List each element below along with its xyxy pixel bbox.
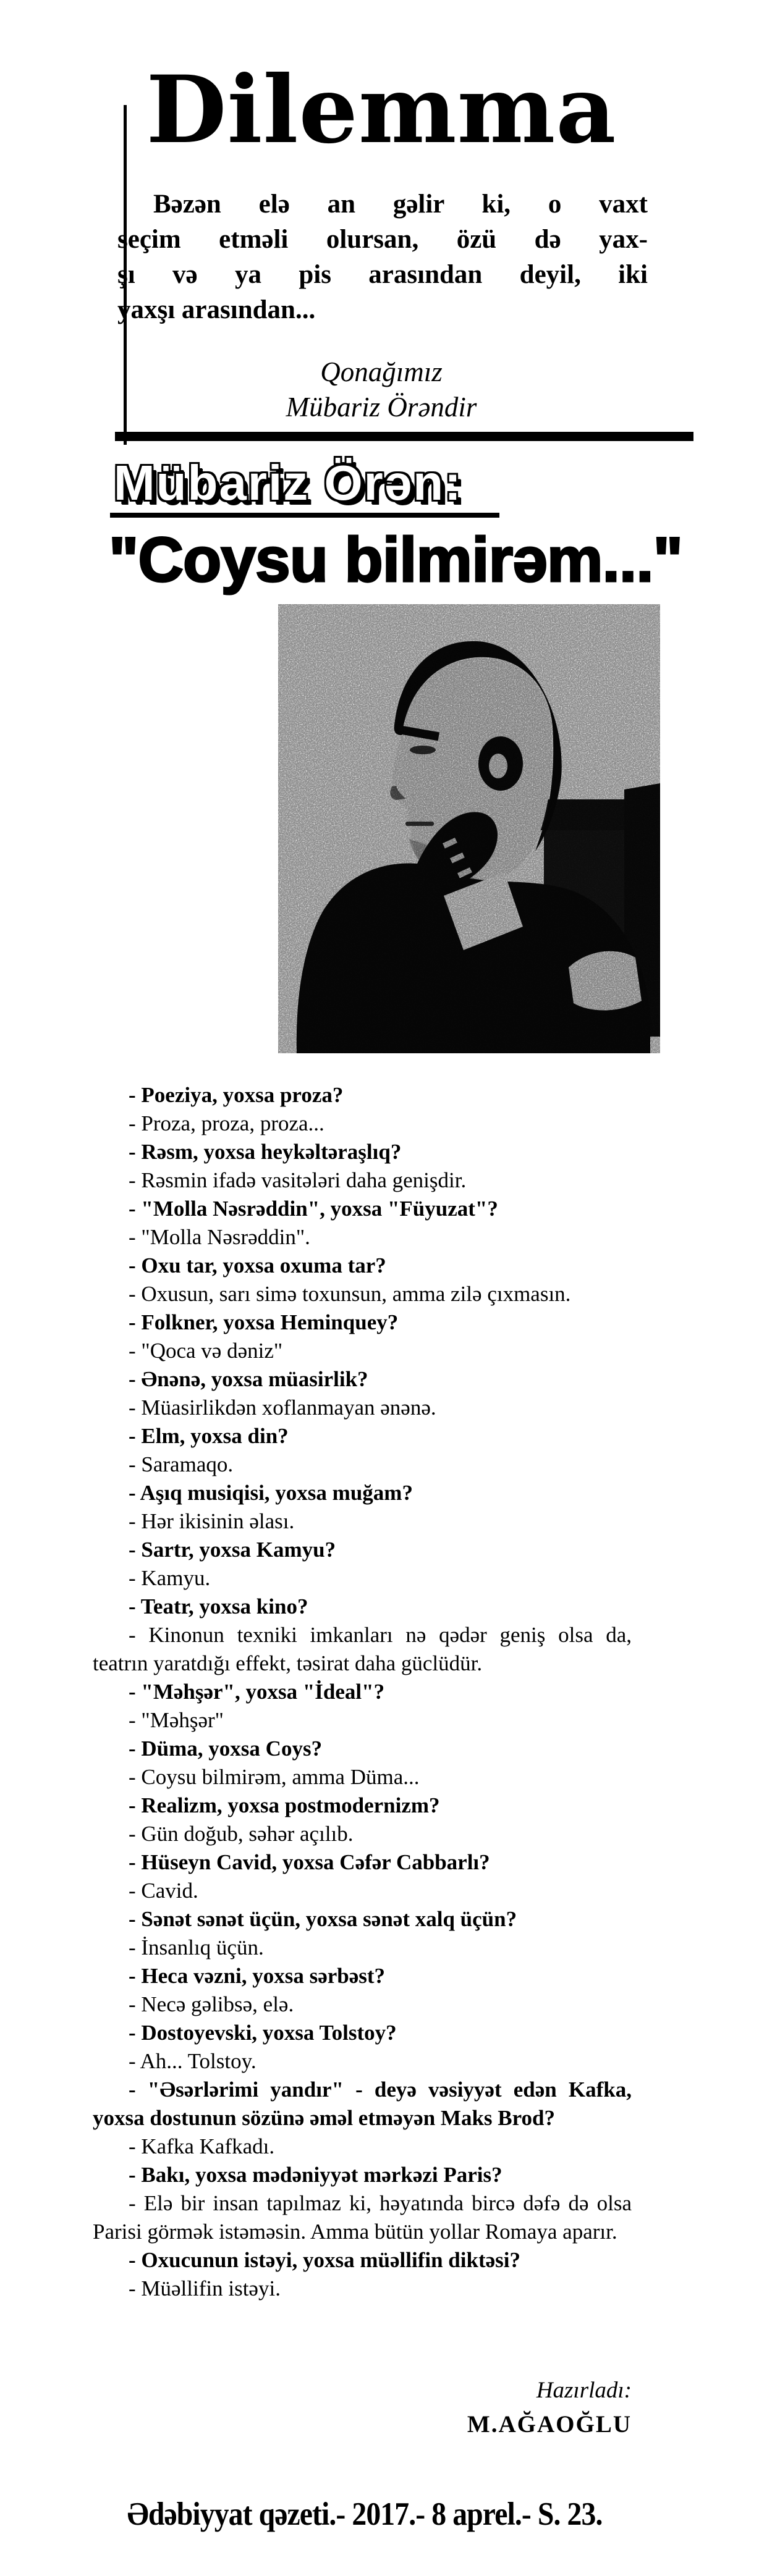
intro-line: şı və ya pis arasından deyil, iki <box>117 260 648 289</box>
answer-line: - Coysu bilmirəm, amma Düma... <box>129 1765 420 1789</box>
answer-line: - Oxusun, sarı simə toxunsun, amma zilə çıxmasın. <box>129 1282 571 1306</box>
answer-line: - "Məhşər" <box>129 1708 224 1732</box>
portrait-photo <box>278 604 660 1053</box>
interview-kicker: Mübariz Örən: <box>110 456 499 518</box>
answer-line: - Saramaqo. <box>129 1452 234 1476</box>
intro-line: yaxşı arasından... <box>117 295 316 324</box>
halftone-grain <box>278 604 660 1053</box>
answer-line: - Hər ikisinin əlası. <box>129 1509 295 1533</box>
question-line: - Oxucunun istəyi, yoxsa müəllifin diktəsi? <box>129 2248 520 2272</box>
question-line: - Elm, yoxsa din? <box>129 1424 289 1448</box>
answer-line: - Cavid. <box>129 1879 198 1903</box>
question-line: - Sartr, yoxsa Kamyu? <box>129 1538 336 1562</box>
answer-line: - Gün doğub, səhər açılıb. <box>129 1822 354 1846</box>
question-line: - "Molla Nəsrəddin", yoxsa "Füyuzat"? <box>129 1197 498 1221</box>
guest-name: Mübariz Örəndir <box>286 392 477 423</box>
answer-line: - "Qoca və dəniz" <box>129 1339 283 1363</box>
interview-headline: "Coysu bilmirəm..." <box>109 524 682 595</box>
answer-line: - Kinonun texniki imkanları nə qədər geniş olsa da, teatrın yaratdığı effekt, təsirat daha güclüdür. <box>93 1623 632 1675</box>
question-line: - Aşıq musiqisi, yoxsa muğam? <box>129 1481 413 1505</box>
answer-line: - Elə bir insan tapılmaz ki, həyatında bircə dəfə də olsa Parisi görmək istəməsin. Amma bütün yollar Romaya aparır. <box>93 2191 632 2244</box>
answer-line: - Müasirlikdən xoflanmayan ənənə. <box>129 1395 436 1420</box>
question-line: - Poeziya, yoxsa proza? <box>129 1083 344 1107</box>
prepared-by-name: M.AĞAOĞLU <box>467 2411 632 2438</box>
answer-line: - Proza, proza, proza... <box>129 1111 324 1135</box>
question-line: - Hüseyn Cavid, yoxsa Cəfər Cabbarlı? <box>129 1850 490 1874</box>
question-line: - Folkner, yoxsa Heminquey? <box>129 1310 399 1334</box>
question-line: - Teatr, yoxsa kino? <box>129 1594 308 1618</box>
answer-line: - İnsanlıq üçün. <box>129 1935 264 1959</box>
answer-line: - Ah... Tolstoy. <box>129 2049 257 2073</box>
question-line: - Oxu tar, yoxsa oxuma tar? <box>129 1253 386 1277</box>
intro-line: seçim etməli olursan, özü də yax- <box>117 225 648 254</box>
question-line: - "Əsərlərimi yandır" - deyə vəsiyyət edən Kafka, yoxsa dostunun sözünə əməl etməyən Maks Brod? <box>93 2077 632 2130</box>
question-line: - "Məhşər", yoxsa "İdeal"? <box>129 1680 385 1704</box>
prepared-by-label: Hazırladı: <box>536 2378 632 2403</box>
intro-paragraph <box>117 187 648 327</box>
question-line: - Düma, yoxsa Coys? <box>129 1736 323 1761</box>
kicker-wrap <box>110 456 499 518</box>
question-line: - Realizm, yoxsa postmodernizm? <box>129 1793 440 1817</box>
answer-line: - Müəllifin istəyi. <box>129 2276 281 2300</box>
question-line: - Sənət sənət üçün, yoxsa sənət xalq üçün? <box>129 1907 517 1931</box>
divider-bar <box>115 432 693 441</box>
answer-line: - "Molla Nəsrəddin". <box>129 1225 310 1249</box>
guest-label: Qonağımız <box>320 356 443 387</box>
answer-line: - Kafka Kafkadı. <box>129 2134 275 2158</box>
answer-line: - Kamyu. <box>129 1566 211 1590</box>
answer-line: - Rəsmin ifadə vasitələri daha genişdir. <box>129 1168 467 1192</box>
question-line: - Ənənə, yoxsa müasirlik? <box>129 1367 368 1391</box>
question-line: - Dostoyevski, yoxsa Tolstoy? <box>129 2021 397 2045</box>
qa-list <box>93 1081 632 2303</box>
source-citation: Ədəbiyyat qəzeti.- 2017.- 8 aprel.- S. 23. <box>127 2496 603 2532</box>
answer-line: - Necə gəlibsə, elə. <box>129 1992 294 2016</box>
question-line: - Rəsm, yoxsa heykəltəraşlıq? <box>129 1140 402 1164</box>
masthead-title: Dilemma <box>146 56 617 164</box>
portrait-photo-illustration <box>278 604 660 1053</box>
question-line: - Bakı, yoxsa mədəniyyət mərkəzi Paris? <box>129 2163 502 2187</box>
intro-line: Bəzən elə an gəlir ki, o vaxt <box>153 190 648 219</box>
question-line: - Heca vəzni, yoxsa sərbəst? <box>129 1964 386 1988</box>
